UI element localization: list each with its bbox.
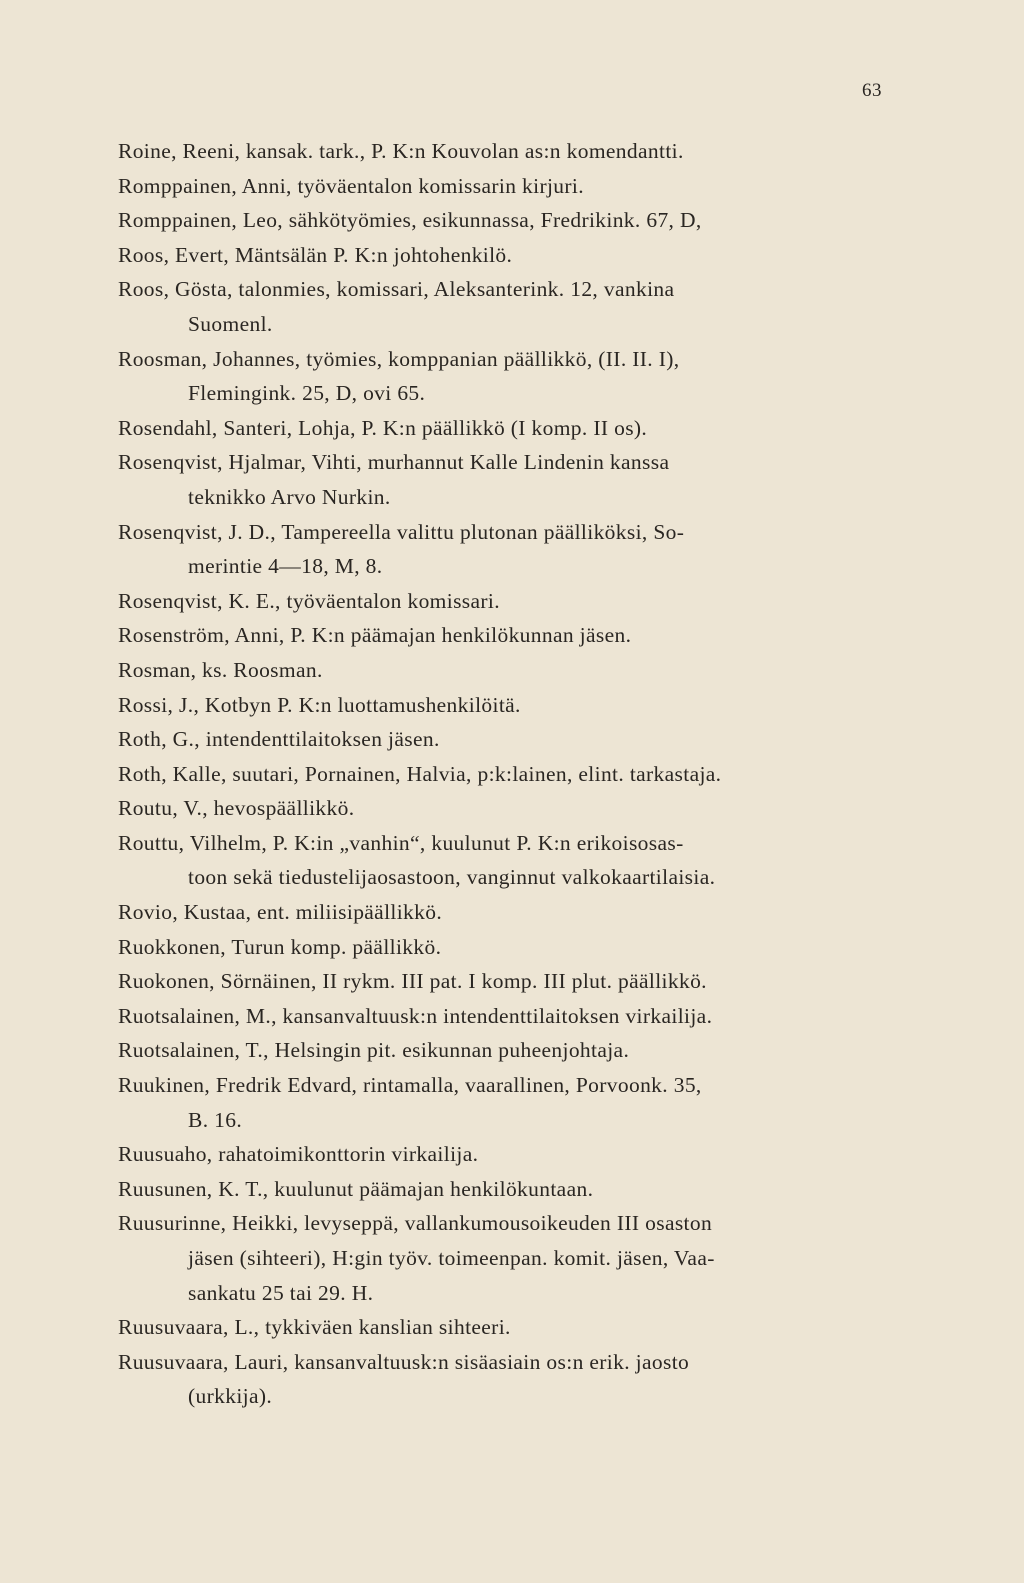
entry-first-line: Rosenström, Anni, P. K:n päämajan henkilökunnan jäsen. <box>118 623 632 648</box>
entry-first-line: Ruokkonen, Turun komp. päällikkö. <box>118 934 442 959</box>
entry-first-line: Rosenqvist, K. E., työväentalon komissari. <box>118 588 500 613</box>
entry-continuation-line: Suomenl. <box>188 311 273 336</box>
entry-first-line: Ruokonen, Sörnäinen, II rykm. III pat. I komp. III plut. päällikkö. <box>118 969 707 994</box>
register-entry <box>118 1172 890 1207</box>
entry-first-line: Roos, Evert, Mäntsälän P. K:n johtohenkilö. <box>118 242 513 267</box>
entry-first-line: Ruusuvaara, L., tykkiväen kanslian sihteeri. <box>118 1315 511 1340</box>
register-entry <box>118 964 890 999</box>
register-entry <box>118 688 890 723</box>
register-entry <box>118 895 890 930</box>
entry-continuation-line: jäsen (sihteeri), H:gin työv. toimeenpan. komit. jäsen, Vaa- <box>188 1246 715 1270</box>
entry-first-line: Roosman, Johannes, työmies, komppanian päällikkö, (II. II. I), <box>118 346 680 371</box>
entry-first-line: Ruukinen, Fredrik Edvard, rintamalla, vaarallinen, Porvoonk. 35, <box>118 1073 702 1098</box>
entry-first-line: Rosenqvist, J. D., Tampereella valittu plutonan päälliköksi, So- <box>118 519 685 544</box>
register-entry <box>118 169 890 204</box>
entry-first-line: Routtu, Vilhelm, P. K:in „vanhin“, kuulunut P. K:n erikoisosas- <box>118 830 684 855</box>
entry-first-line: Roth, Kalle, suutari, Pornainen, Halvia, p:k:lainen, elint. tarkastaja. <box>118 761 722 786</box>
entry-continuation-line: sankatu 25 tai 29. H. <box>188 1280 374 1305</box>
register-entry <box>118 1068 890 1137</box>
entry-first-line: Ruusuaho, rahatoimikonttorin virkailija. <box>118 1142 479 1167</box>
entry-first-line: Rovio, Kustaa, ent. miliisipäällikkö. <box>118 900 443 925</box>
register-entry <box>118 203 890 238</box>
entry-first-line: Rosman, ks. Roosman. <box>118 657 323 682</box>
register-entry <box>118 1033 890 1068</box>
entry-continuation-line: merintie 4—18, M, 8. <box>188 554 383 579</box>
entry-first-line: Rosenqvist, Hjalmar, Vihti, murhannut Kalle Lindenin kanssa <box>118 450 670 475</box>
entry-continuation-line: toon sekä tiedustelijaosastoon, vanginnut valkokaartilaisia. <box>188 865 716 890</box>
register-entry <box>118 272 890 341</box>
entry-continuation-line: Flemingink. 25, D, ovi 65. <box>188 381 426 406</box>
register-entry <box>118 826 890 895</box>
register-entry <box>118 757 890 792</box>
register-entry <box>118 134 890 169</box>
register-entry <box>118 342 890 411</box>
register-entry <box>118 1345 890 1414</box>
entry-continuation-line: (urkkija). <box>188 1384 273 1409</box>
entry-first-line: Ruotsalainen, M., kansanvaltuusk:n intendenttilaitoksen virkailija. <box>118 1003 713 1028</box>
entry-first-line: Rosendahl, Santeri, Lohja, P. K:n päällikkö (I komp. II os). <box>118 415 648 440</box>
register-entry <box>118 1310 890 1345</box>
register-entries <box>118 134 890 1414</box>
register-entry <box>118 445 890 514</box>
entry-continuation-line: B. 16. <box>188 1107 243 1132</box>
entry-first-line: Rossi, J., Kotbyn P. K:n luottamushenkilöitä. <box>118 692 521 717</box>
entry-first-line: Ruotsalainen, T., Helsingin pit. esikunnan puheenjohtaja. <box>118 1038 630 1063</box>
page-number: 63 <box>862 80 882 101</box>
entry-first-line: Ruusurinne, Heikki, levyseppä, vallankumousoikeuden III osaston <box>118 1211 713 1236</box>
entry-first-line: Roine, Reeni, kansak. tark., P. K:n Kouvolan as:n komendantti. <box>118 139 684 163</box>
register-entry <box>118 411 890 446</box>
register-entry <box>118 1137 890 1172</box>
register-entry <box>118 618 890 653</box>
register-entry <box>118 653 890 688</box>
entry-first-line: Romppainen, Leo, sähkötyömies, esikunnassa, Fredrikink. 67, D, <box>118 208 702 233</box>
register-entry <box>118 930 890 965</box>
entry-first-line: Ruusunen, K. T., kuulunut päämajan henkilökuntaan. <box>118 1176 594 1201</box>
register-entry <box>118 584 890 619</box>
register-entry <box>118 791 890 826</box>
register-entry <box>118 999 890 1034</box>
entry-first-line: Romppainen, Anni, työväentalon komissarin kirjuri. <box>118 173 584 198</box>
register-entry <box>118 1206 890 1310</box>
entry-first-line: Roos, Gösta, talonmies, komissari, Aleksanterink. 12, vankina <box>118 277 675 302</box>
register-entry <box>118 722 890 757</box>
register-entry <box>118 515 890 584</box>
entry-first-line: Routu, V., hevospäällikkö. <box>118 796 355 821</box>
entry-continuation-line: teknikko Arvo Nurkin. <box>188 484 391 509</box>
entry-first-line: Roth, G., intendenttilaitoksen jäsen. <box>118 727 440 752</box>
register-entry <box>118 238 890 273</box>
entry-first-line: Ruusuvaara, Lauri, kansanvaltuusk:n sisäasiain os:n erik. jaosto <box>118 1349 690 1374</box>
